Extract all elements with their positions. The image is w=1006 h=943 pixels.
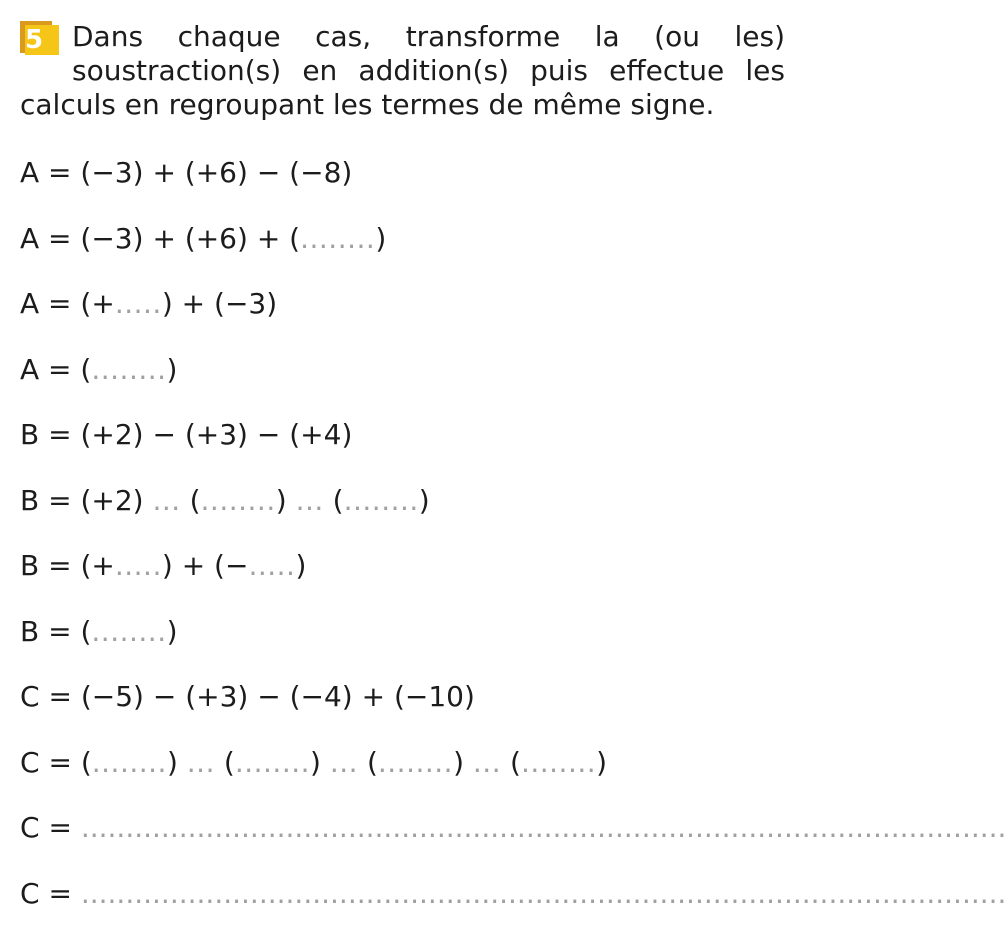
calculation-lines <box>20 150 1006 936</box>
blank-field[interactable]: ..... <box>114 549 162 582</box>
blank-field[interactable]: ........ <box>234 745 311 779</box>
sign-blank[interactable]: ... <box>329 745 359 779</box>
sign-blank[interactable]: ... <box>472 745 502 779</box>
line-a1 <box>20 150 785 216</box>
line-b3: B = (+.....) + (−.....) <box>20 549 307 582</box>
exercise-5 <box>20 0 1006 910</box>
blank-field[interactable]: ........ <box>377 745 454 779</box>
blank-field[interactable]: ........ <box>91 745 167 779</box>
exercise-header <box>20 0 785 122</box>
expression-c: C = (−5) − (+3) − (−4) + (−10) <box>20 680 475 713</box>
expression-a: A = (−3) + (+6) − (−8) <box>20 156 353 189</box>
blank-field[interactable]: ........ <box>200 483 276 517</box>
sign-blank[interactable]: ... <box>152 483 181 517</box>
blank-field[interactable]: ..... <box>114 287 162 320</box>
line-a4: A = (........) <box>20 352 178 386</box>
blank-field[interactable]: ........ <box>91 352 167 386</box>
line-c4: C = ........................................................................................................ <box>20 871 785 937</box>
answer-line[interactable]: ........................................................................................................ <box>80 876 1006 910</box>
blank-field[interactable]: ........ <box>91 614 167 648</box>
blank-field[interactable]: ........ <box>520 745 597 779</box>
line-c1 <box>20 674 785 740</box>
sign-blank[interactable]: ... <box>295 483 324 517</box>
line-a3: A = (+.....) + (−3) <box>20 287 278 320</box>
line-b1 <box>20 412 785 478</box>
blank-field[interactable]: ........ <box>300 221 376 255</box>
expression-b: B = (+2) − (+3) − (+4) <box>20 418 353 451</box>
line-b2: B = (+2) ... (........) ... (........) <box>20 483 430 517</box>
line-c3: C = ........................................................................................................ <box>20 805 785 871</box>
blank-field[interactable]: ..... <box>248 549 296 582</box>
exercise-instruction: Dans chaque cas, transforme la (ou les) soustraction(s) en addition(s) puis effectue les calculs en regroupant les termes de même signe. <box>20 20 785 121</box>
line-c2: C = (........) ... (........) ... (........) ... (........) <box>20 745 608 779</box>
answer-line[interactable]: ........................................................................................................ <box>80 811 1006 844</box>
exercise-number-badge <box>20 21 62 55</box>
line-b4: B = (........) <box>20 614 178 648</box>
blank-field[interactable]: ........ <box>343 483 419 517</box>
sign-blank[interactable]: ... <box>186 745 215 779</box>
exercise-number: 5 <box>25 25 59 55</box>
line-a2: A = (−3) + (+6) + (........) <box>20 221 387 255</box>
